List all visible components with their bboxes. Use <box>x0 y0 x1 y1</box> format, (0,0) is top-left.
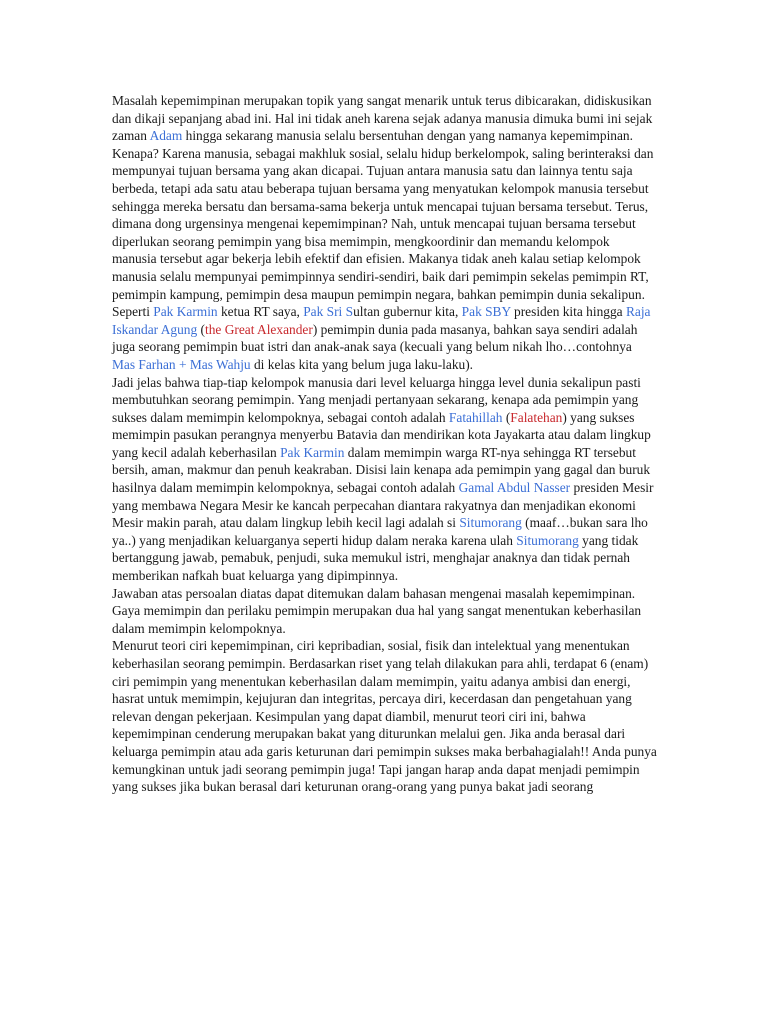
text-segment: Menurut teori ciri kepemimpinan, ciri kepribadian, sosial, fisik dan intelektual yang menentukan keberhasilan seorang pemimpin. Berdasarkan riset yang telah dilakukan para ahli, terdapat 6 (enam) ciri pemimpin yang menentukan keberhasilan dalam memimpin, yaitu adanya ambisi dan energi, hasrat untuk memimpin, kejujuran dan integritas, percaya diri, kecerdasan dan pengetahuan yang relevan dengan pekerjaan. Kesimpulan yang dapat diambil, menurut teori ciri ini, bahwa kepemimpinan cenderung merupakan bakat yang diturunkan melalui gen. Jika anda berasal dari keluarga pemimpin atau ada garis keturunan dari pemimpin sukses maka berbahagialah!! Anda punya kemungkinan untuk jadi seorang pemimpin juga! Tapi jangan harap anda dapat menjadi pemimpin yang sukses jika bukan berasal dari keturunan orang-orang yang punya bakat jadi seorang <box>112 638 657 795</box>
paragraph-2 <box>112 374 657 585</box>
text-segment: yang tidak bertanggung jawab, pemabuk, penjudi, suka memukul istri, menghajar anaknya dan tidak pernah memberikan nafkah buat keluarga yang dipimpinnya. <box>112 532 639 584</box>
text-segment: Jawaban atas persoalan diatas dapat ditemukan dalam bahasan mengenai masalah kepemimpinan. Gaya memimpin dan perilaku pemimpin merupakan dua hal yang sangat menentukan keberhasilan dalam memimpin kelompoknya. <box>112 585 642 636</box>
link-situmorang-2[interactable]: Situmorang <box>516 532 579 548</box>
text-segment: presiden Mesir yang membawa Negara Mesir ke kancah perpecahan diantara rakyatnya dan menjadikan ekonomi Mesir makin parah, atau dalam lingkup lebih kecil lagi adalah si <box>112 480 654 531</box>
link-gamal-abdul-nasser[interactable]: Gamal Abdul Nasser <box>458 480 571 496</box>
red-link-great-alexander[interactable]: the Great Alexander <box>204 321 313 337</box>
text-segment: ) pemimpin dunia pada masanya, bahkan saya sendiri adalah juga seorang pemimpin buat istri dan anak-anak saya (kecuali yang belum nikah lho…contohnya <box>112 321 638 355</box>
text-segment: presiden kita hingga <box>510 304 626 320</box>
link-mas-farhan-mas-wahju[interactable]: Mas Farhan + Mas Wahju <box>112 356 251 372</box>
link-situmorang[interactable]: Situmorang <box>459 515 522 531</box>
link-pak-sby[interactable]: Pak SBY <box>461 304 511 320</box>
text-segment: ultan gubernur kita, <box>353 304 462 320</box>
link-adam[interactable]: Adam <box>149 128 183 144</box>
document-page <box>112 92 657 796</box>
paragraph-3 <box>112 585 657 638</box>
text-segment: hingga sekarang manusia selalu bersentuhan dengan yang namanya kepemimpinan. Kenapa? Karena manusia, sebagai makhluk sosial, selalu hidup berkelompok, saling berinteraksi dan mempunyai tujuan bersama yang akan dicapai. Tujuan antara manusia satu dan lainnya tentu saja berbeda, tetapi ada satu atau beberapa tujuan bersama yang menyatukan kelompok manusia tersebut sehingga mereka bersatu dan bersama-sama bekerja untuk mencapai tujuan bersama tersebut. Terus, dimana dong urgensinya mengenai kepemimpinan? Nah, untuk mencapai tujuan bersama tersebut diperlukan seorang pemimpin yang bisa memimpin, mengkoordinir dan memandu kelompok manusia tersebut agar bekerja lebih efektif dan efisien. Makanya tidak aneh kalau setiap kelompok manusia selalu mempunyai pemimpinnya sendiri-sendiri, baik dari pemimpin sekelas pemimpin RT, pemimpin kampung, pemimpin desa maupun pemimpin negara, bahkan pemimpin dunia sekalipun. Seperti <box>112 128 654 320</box>
link-raja-iskandar-agung[interactable]: Raja Iskandar Agung <box>112 304 651 337</box>
paragraph-4 <box>112 637 657 795</box>
text-segment: ( <box>502 409 511 425</box>
paragraph-1 <box>112 92 657 374</box>
text-segment: Masalah kepemimpinan merupakan topik yang sangat menarik untuk terus dibicarakan, didiskusikan dan dikaji sepanjang abad ini. Hal ini tidak aneh karena sejak adanya manusia dimuka bumi ini sejak zaman <box>112 93 653 144</box>
link-fatahillah[interactable]: Fatahillah <box>448 409 503 425</box>
link-pak-sri-sultan[interactable]: Pak Sri S <box>303 304 354 320</box>
text-segment: di kelas kita yang belum juga laku-laku). <box>250 356 474 372</box>
text-segment: ) yang sukses memimpin pasukan perangnya menyerbu Batavia dan mendirikan kota Jayakarta atau dalam lingkup yang kecil adalah keberhasilan <box>112 409 651 460</box>
link-pak-karmin-2[interactable]: Pak Karmin <box>280 444 345 460</box>
text-segment: ( <box>197 321 205 337</box>
link-pak-karmin[interactable]: Pak Karmin <box>153 304 218 320</box>
text-segment: ketua RT saya, <box>217 304 304 320</box>
text-segment: dalam memimpin warga RT-nya sehingga RT tersebut bersih, aman, makmur dan penuh keakraban. Disisi lain kenapa ada pemimpin yang gagal dan buruk hasilnya dalam memimpin kelompoknya, sebagai contoh adalah <box>112 444 651 496</box>
red-link-falatehan[interactable]: Falatehan <box>510 409 563 425</box>
text-segment: Jadi jelas bahwa tiap-tiap kelompok manusia dari level keluarga hingga level dunia sekalipun pasti membutuhkan seorang pemimpin. Yang menjadi pertanyaan sekarang, kenapa ada pemimpin yang sukses dalam memimpin kelompoknya, sebagai contoh adalah <box>112 374 641 425</box>
text-segment: (maaf…bukan sara lho ya..) yang menjadikan keluarganya seperti hidup dalam neraka karena ulah <box>112 515 648 548</box>
